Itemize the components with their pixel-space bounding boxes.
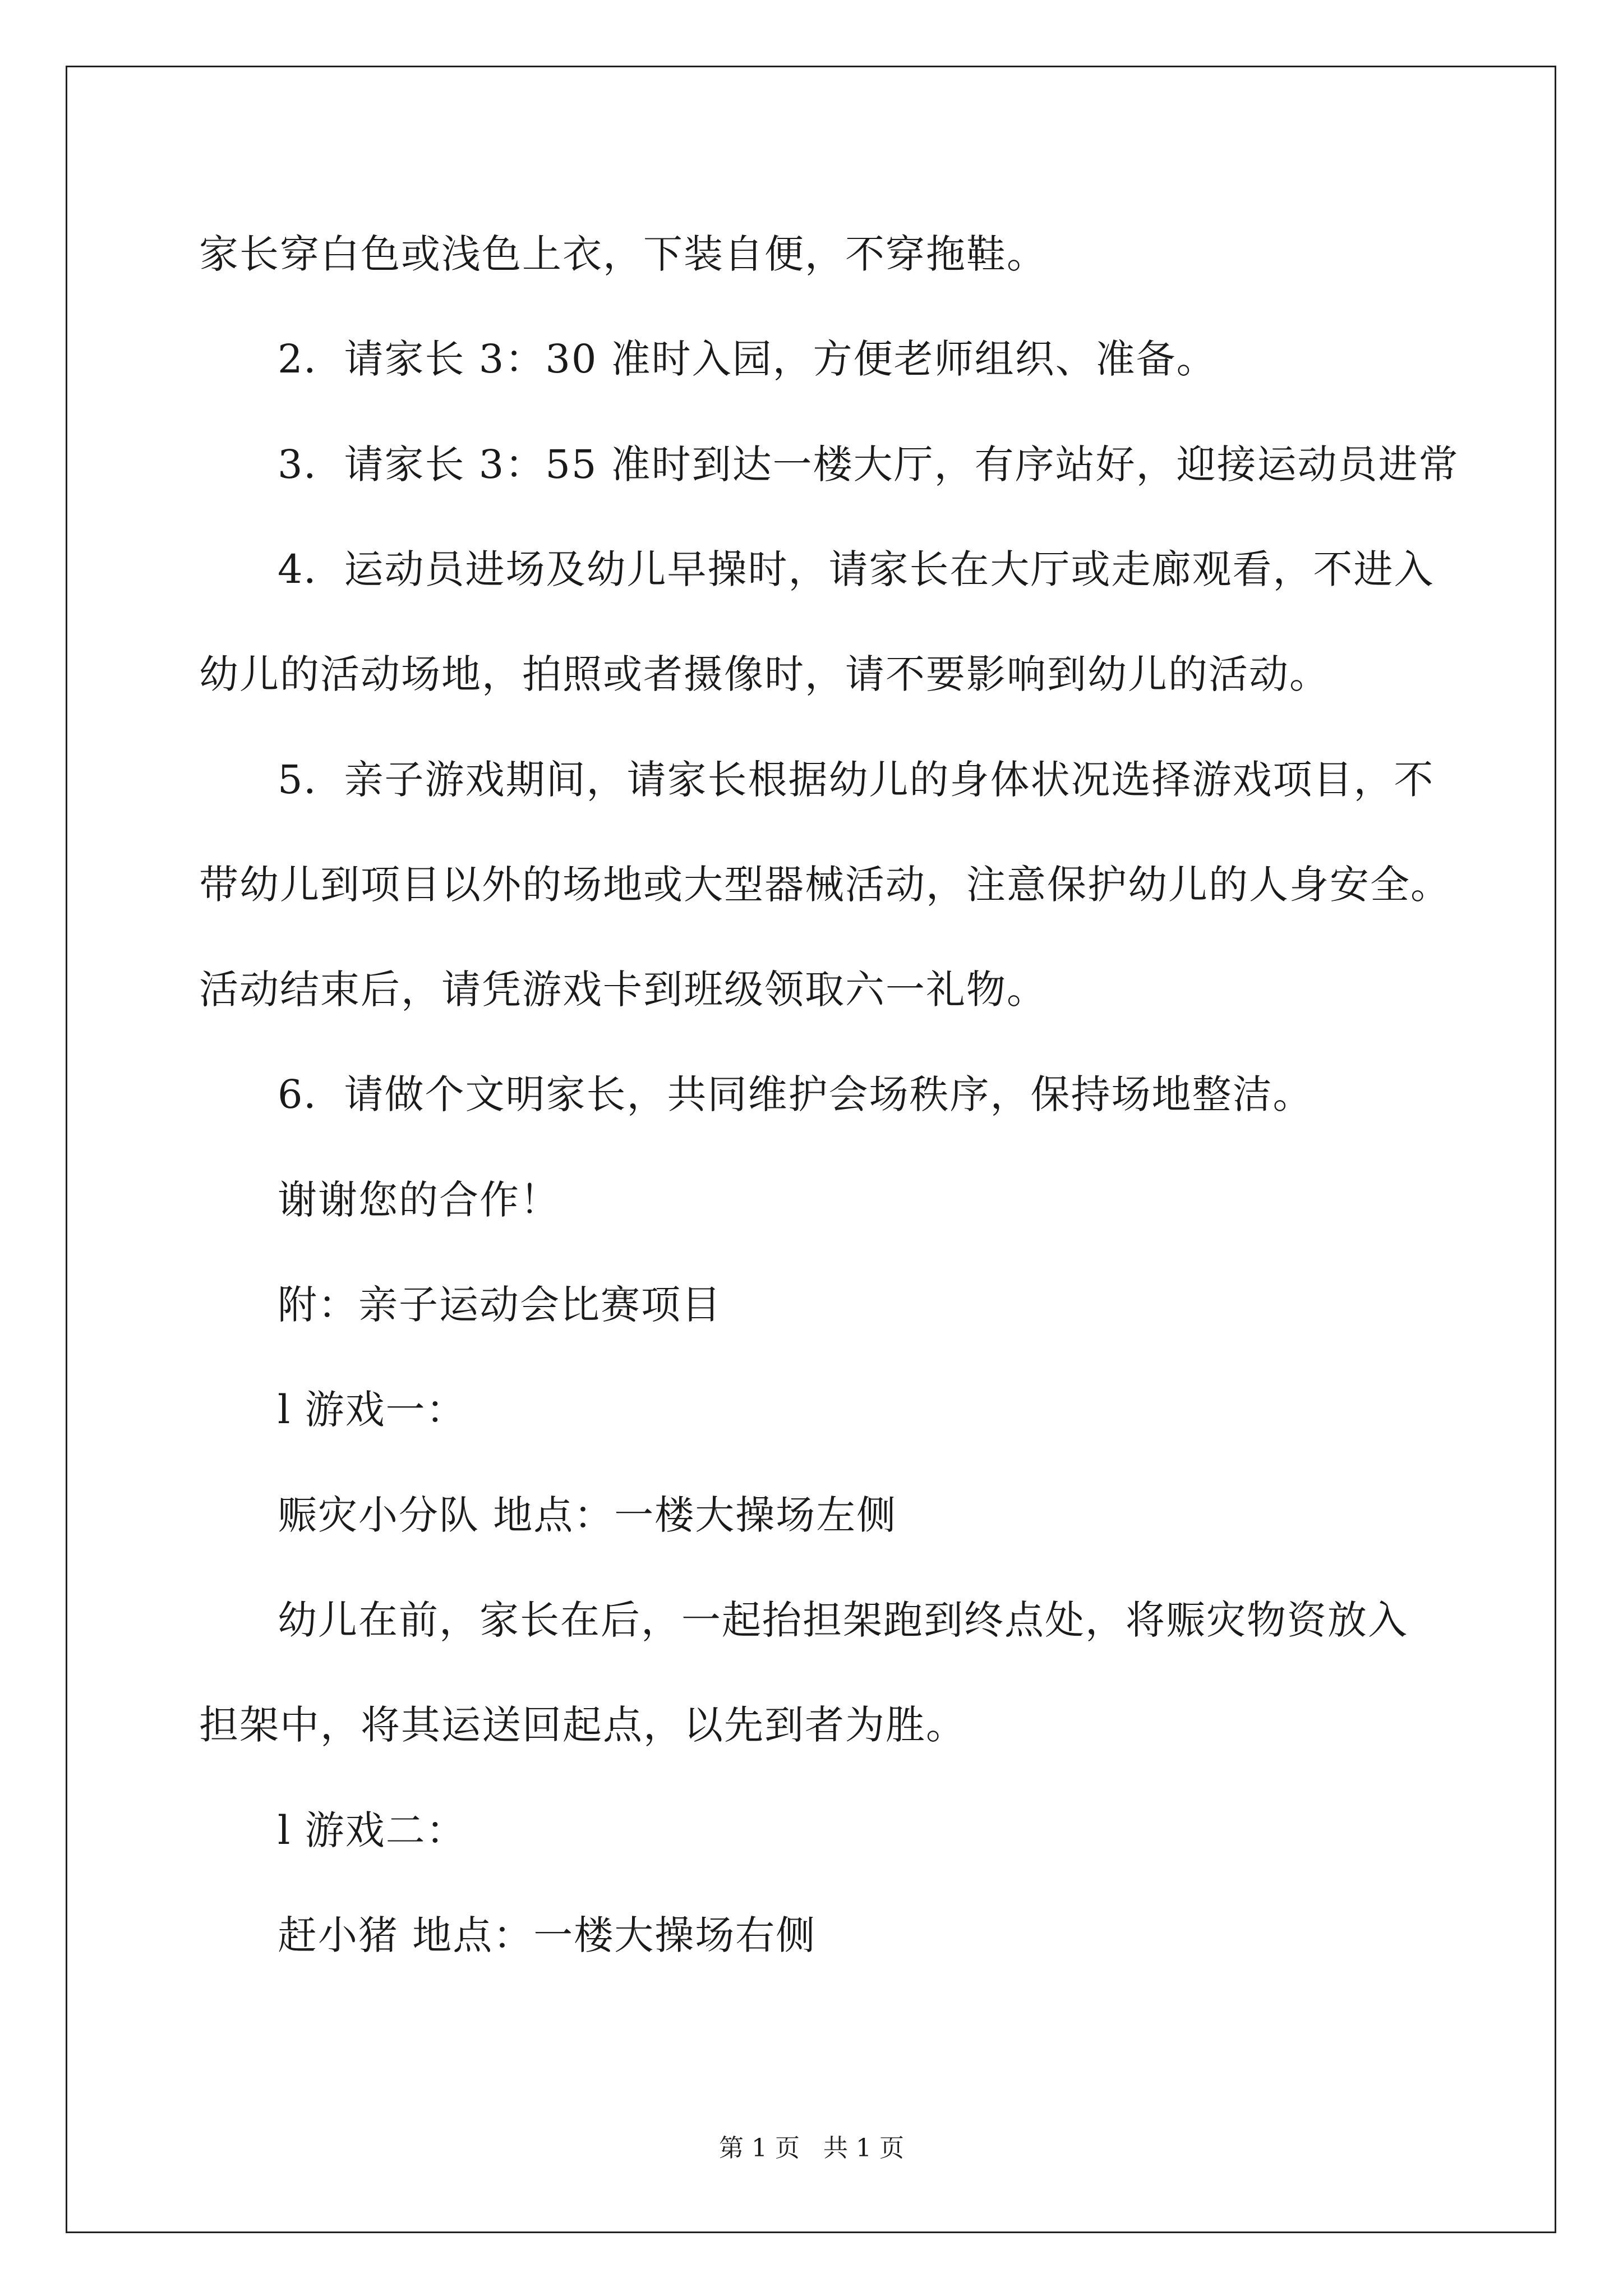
text-line: l 游戏二：	[278, 1807, 467, 1853]
text-line: 附：亲子运动会比赛项目	[278, 1282, 722, 1328]
text-line: 幼儿的活动场地，拍照或者摄像时，请不要影响到幼儿的活动。	[199, 651, 1330, 697]
text-line: 6．请做个文明家长，共同维护会场秩序，保持场地整洁。	[278, 1071, 1313, 1117]
text-line: 活动结束后，请凭游戏卡到班级领取六一礼物。	[199, 967, 1047, 1013]
text-line: l 游戏一：	[278, 1387, 467, 1433]
text-line: 担架中，将其运送回起点，以先到者为胜。	[199, 1702, 966, 1748]
text-line: 5．亲子游戏期间，请家长根据幼儿的身体状况选择游戏项目，不	[278, 757, 1435, 803]
page-border	[66, 66, 1556, 2233]
text-line: 2．请家长 3：30 准时入园，方便老师组织、准备。	[278, 336, 1217, 382]
text-line: 带幼儿到项目以外的场地或大型器械活动，注意保护幼儿的人身安全。	[199, 862, 1451, 908]
text-line: 赈灾小分队 地点：一楼大操场左侧	[278, 1492, 897, 1538]
text-line: 3．请家长 3：55 准时到达一楼大厅，有序站好，迎接运动员进常	[278, 441, 1459, 487]
text-line: 家长穿白色或浅色上衣，下装自便，不穿拖鞋。	[199, 231, 1047, 277]
text-line: 幼儿在前，家长在后，一起抬担架跑到终点处，将赈灾物资放入	[278, 1597, 1408, 1643]
text-line: 谢谢您的合作！	[278, 1177, 560, 1223]
text-line: 赶小猪 地点：一楼大操场右侧	[278, 1912, 817, 1958]
page-footer: 第 1 页 共 1 页	[719, 2134, 904, 2162]
text-line: 4．运动员进场及幼儿早操时，请家长在大厅或走廊观看，不进入	[278, 546, 1435, 592]
